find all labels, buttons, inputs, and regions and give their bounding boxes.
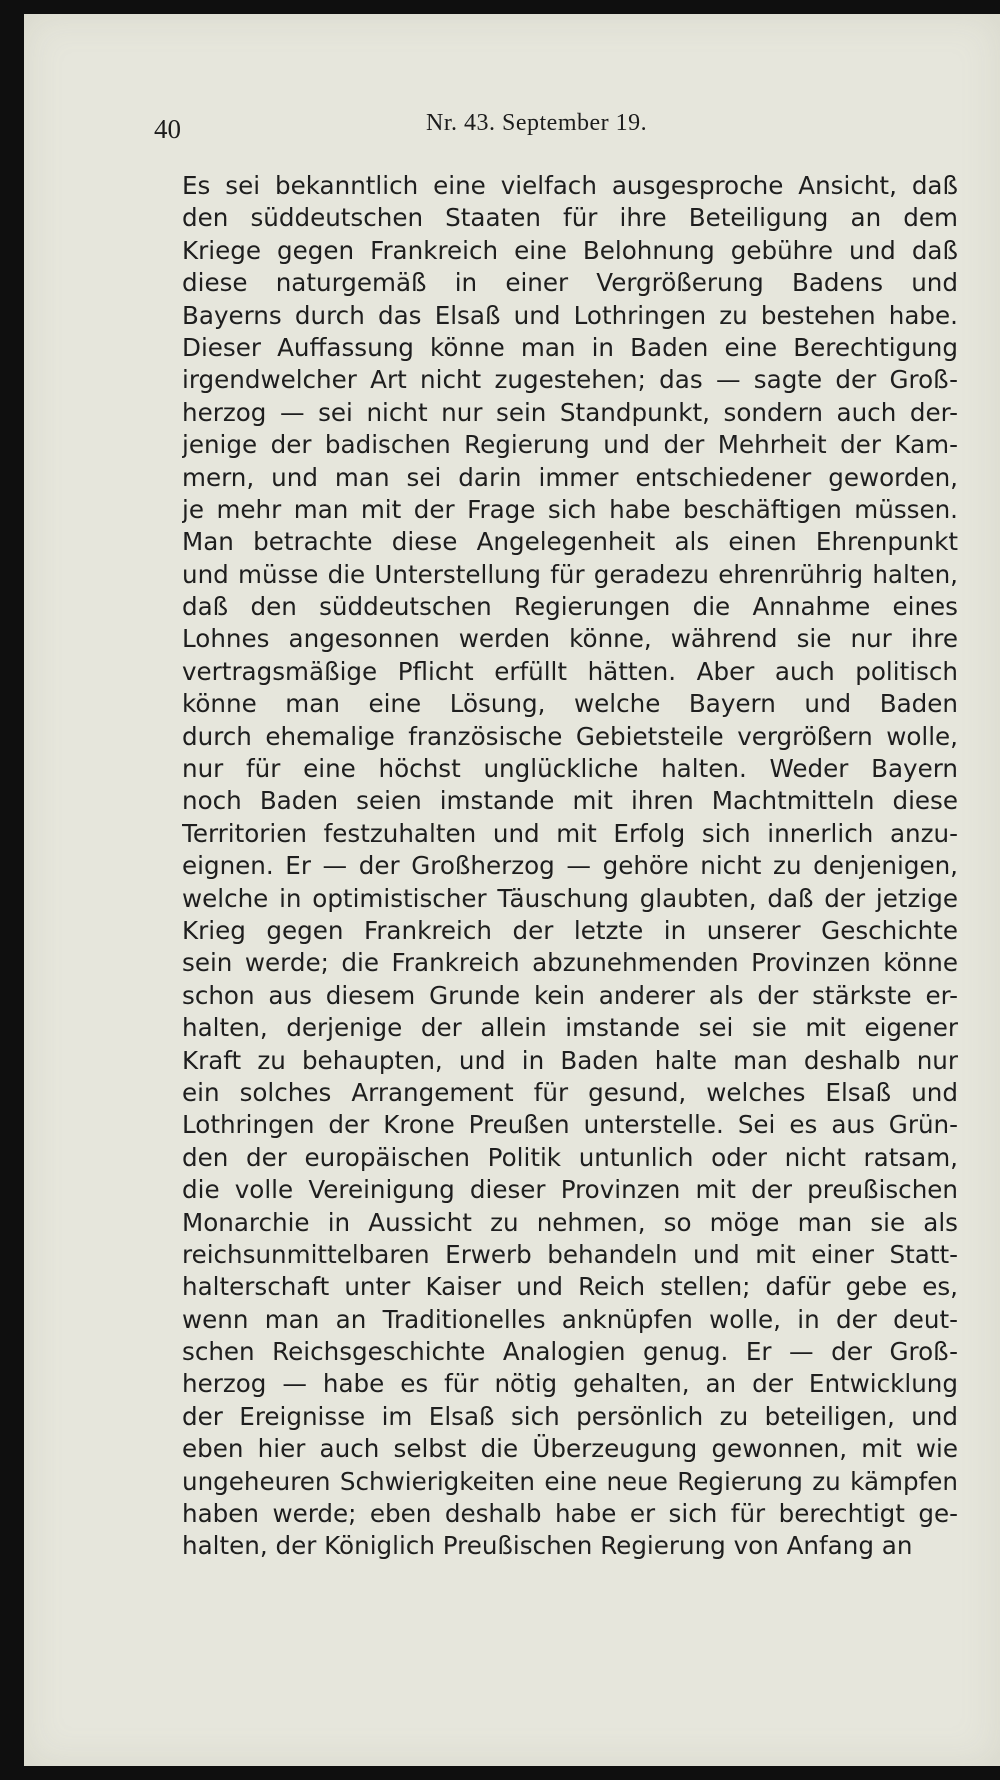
text-line: Es sei bekanntlich eine vielfach ausgesproche Ansicht, daß: [182, 171, 958, 200]
text-line: reichsunmittelbaren Erwerb behandeln und mit einer Statt-: [182, 1239, 958, 1269]
text-line: Lohnes angesonnen werden könne, während sie nur ihre: [182, 624, 958, 654]
text-line: daß den süddeutschen Regierungen die Annahme eines: [182, 592, 958, 622]
text-line: halterschaft unter Kaiser und Reich stellen; dafür gebe es,: [182, 1272, 958, 1302]
text-line: eben hier auch selbst die Überzeugung gewonnen, mit wie: [182, 1434, 958, 1464]
text-line: halten, derjenige der allein imstande sei sie mit eigener: [182, 1013, 958, 1043]
text-line: herzog — sei nicht nur sein Standpunkt, sondern auch der-: [182, 397, 958, 427]
body-text: [182, 170, 958, 1563]
text-line: Bayerns durch das Elsaß und Lothringen zu bestehen habe.: [182, 300, 958, 330]
text-line: irgendwelcher Art nicht zugestehen; das — sagte der Groß-: [182, 365, 958, 395]
text-line: ein solches Arrangement für gesund, welches Elsaß und: [182, 1077, 958, 1107]
text-line: eignen. Er — der Großherzog — gehöre nicht zu denjenigen,: [182, 851, 958, 881]
text-line: mern, und man sei darin immer entschiedener geworden,: [182, 462, 958, 492]
text-line: haben werde; eben deshalb habe er sich für berechtigt ge-: [182, 1499, 958, 1529]
text-line: Krieg gegen Frankreich der letzte in unserer Geschichte: [182, 915, 958, 945]
page-number: 40: [154, 114, 181, 144]
text-line: welche in optimistischer Täuschung glaubten, daß der jetzige: [182, 883, 958, 913]
text-line: Dieser Auffassung könne man in Baden eine Berechtigung: [182, 332, 958, 362]
text-line: schen Reichsgeschichte Analogien genug. Er — der Groß-: [182, 1337, 958, 1367]
text-line: herzog — habe es für nötig gehalten, an der Entwicklung: [182, 1369, 958, 1399]
text-line: Man betrachte diese Angelegenheit als einen Ehrenpunkt: [182, 527, 958, 557]
text-line: könne man eine Lösung, welche Bayern und Baden: [182, 689, 958, 719]
text-line: wenn man an Traditionelles anknüpfen wolle, in der deut-: [182, 1304, 958, 1334]
text-line: ungeheuren Schwierigkeiten eine neue Regierung zu kämpfen: [182, 1466, 958, 1496]
running-head: Nr. 43. September 19.: [426, 110, 648, 136]
text-line: noch Baden seien imstande mit ihren Machtmitteln diese: [182, 786, 958, 816]
text-line: halten, der Königlich Preußischen Regierung von Anfang an: [182, 1531, 913, 1561]
text-line: jenige der badischen Regierung und der Mehrheit der Kam-: [182, 430, 958, 460]
text-line: durch ehemalige französische Gebietsteile vergrößern wolle,: [182, 721, 958, 751]
text-line: den der europäischen Politik untunlich oder nicht ratsam,: [182, 1142, 958, 1172]
text-line: und müsse die Unterstellung für geradezu ehrenrührig halten,: [182, 559, 958, 589]
text-line: je mehr man mit der Frage sich habe beschäftigen müssen.: [182, 494, 958, 524]
text-line: diese naturgemäß in einer Vergrößerung Badens und: [182, 268, 958, 298]
text-line: schon aus diesem Grunde kein anderer als der stärkste er-: [182, 980, 958, 1010]
text-line: den süddeutschen Staaten für ihre Beteiligung an dem: [182, 203, 958, 233]
text-line: nur für eine höchst unglückliche halten. Weder Bayern: [182, 754, 958, 784]
page-header: [154, 96, 954, 146]
text-line: Monarchie in Aussicht zu nehmen, so möge man sie als: [182, 1207, 958, 1237]
text-line: Territorien festzuhalten und mit Erfolg sich innerlich anzu-: [182, 818, 958, 848]
text-line: der Ereignisse im Elsaß sich persönlich zu beteiligen, und: [182, 1401, 958, 1431]
text-line: Kraft zu behaupten, und in Baden halte man deshalb nur: [182, 1045, 958, 1075]
text-line: die volle Vereinigung dieser Provinzen mit der preußischen: [182, 1175, 958, 1205]
text-line: vertragsmäßige Pflicht erfüllt hätten. Aber auch politisch: [182, 656, 958, 686]
text-line: Lothringen der Krone Preußen unterstelle. Sei es aus Grün-: [182, 1110, 958, 1140]
text-line: sein werde; die Frankreich abzunehmenden Provinzen könne: [182, 948, 958, 978]
text-line: Kriege gegen Frankreich eine Belohnung gebühre und daß: [182, 235, 958, 265]
